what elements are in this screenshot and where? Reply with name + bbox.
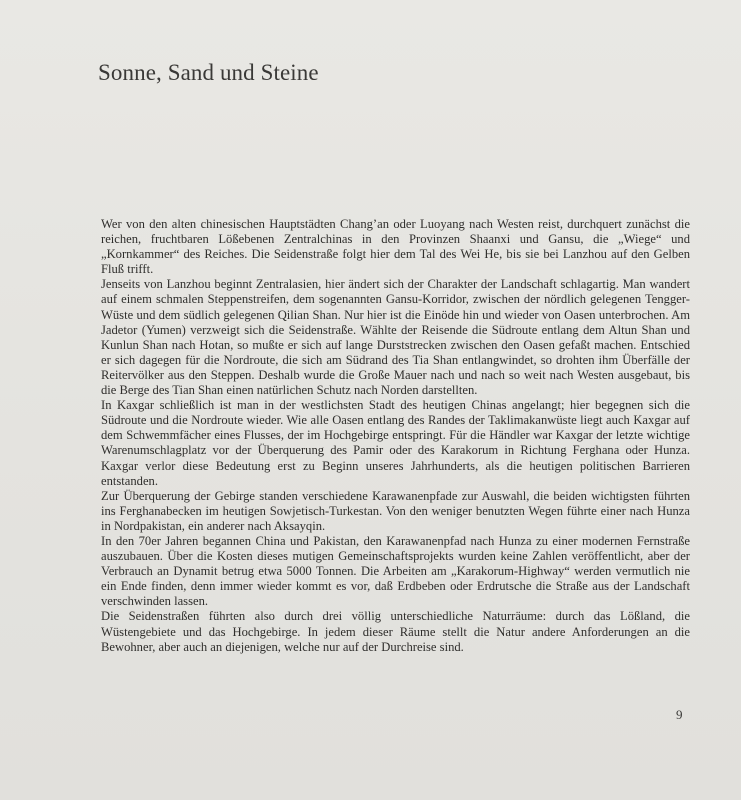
paragraph-karakorum-highway: In den 70er Jahren begannen China und Pakistan, den Karawanenpfad nach Hunza zu einer modernen Fernstraße auszubauen. Über die Kosten dieses mutigen Gemeinschaftsprojekts wurden keine Zahlen veröffentlicht, aber der Verbrauch an Dynamit betrug etwa 5000 Tonnen. Die Arbeiten am „Karakorum-Highway“ werden vermutlich nie ein Ende finden, denn immer wieder kommt es vor, daß Erdbeben oder Erdrutsche die Straße aus der Landschaft verschwinden lassen.: [101, 533, 690, 609]
paragraph-natural-regions: Die Seidenstraßen führten also durch drei völlig unterschiedliche Naturräume: durch das Lößland, die Wüstengebiete und das Hochgebirge. In jedem dieser Räume stellt die Natur andere Anforderungen an die Bewohner, aber auch an diejenigen, welche nur auf der Durchreise sind.: [101, 609, 690, 654]
body-text: [101, 217, 690, 655]
paragraph-central-asia: Jenseits von Lanzhou beginnt Zentralasien, hier ändert sich der Charakter der Landschaft schlagartig. Man wandert auf einem schmalen Steppenstreifen, dem sogenannten Gansu-Korridor, zwischen der nördlich gelegenen Tengger-Wüste und dem südlich gelegenen Qilian Shan. Nur hier ist die Einöde hin und wieder von Oasen unterbrochen. Am Jadetor (Yumen) verzweigt sich die Seidenstraße. Wählte der Reisende die Südroute entlang dem Altun Shan und Kunlun Shan nach Hotan, so mußte er sich auf lange Durststrecken zwischen den Oasen gefaßt machen. Entschied er sich dagegen für die Nordroute, die sich am Südrand des Tia Shan entlangwindet, so drohten ihm Überfälle der Reitervölker aus den Steppen. Deshalb wurde die Große Mauer nach und nach so weit nach Westen ausgebaut, bis die Berge des Tian Shan einen natürlichen Schutz nach Norden darstellten.: [101, 277, 690, 398]
paragraph-mountain-passes: Zur Überquerung der Gebirge standen verschiedene Karawanenpfade zur Auswahl, die beiden wichtigsten führten ins Ferghanabecken im heutigen Sowjetisch-Turkestan. Von den weniger benutzten Wegen führte einer nach Hunza in Nordpakistan, ein anderer nach Aksayqin.: [101, 488, 690, 533]
paragraph-kaxgar: In Kaxgar schließlich ist man in der westlichsten Stadt des heutigen Chinas angelangt; hier begegnen sich die Südroute und die Nordroute wieder. Wie alle Oasen entlang des Randes der Taklimakanwüste liegt auch Kaxgar auf dem Schwemmfächer eines Flusses, der im Hochgebirge entspringt. Für die Händler war Kaxgar der letzte wichtige Warenumschlagplatz vor der Überquerung des Pamir oder des Karakorum in Richtung Ferghana oder Hunza. Kaxgar verlor diese Bedeutung erst zu Beginn unseres Jahrhunderts, als die heutigen politischen Barrieren entstanden.: [101, 398, 690, 488]
page-title: Sonne, Sand und Steine: [98, 60, 319, 85]
page-number: 9: [676, 707, 683, 722]
paragraph-loess: Wer von den alten chinesischen Hauptstädten Chang’an oder Luoyang nach Westen reist, durchquert zunächst die reichen, fruchtbaren Lößebenen Zentralchinas in den Provinzen Shaanxi und Gansu, die „Wiege“ und „Kornkammer“ des Reiches. Die Seidenstraße folgt hier dem Tal des Wei He, bis sie bei Lanzhou auf den Gelben Fluß trifft.: [101, 217, 690, 277]
